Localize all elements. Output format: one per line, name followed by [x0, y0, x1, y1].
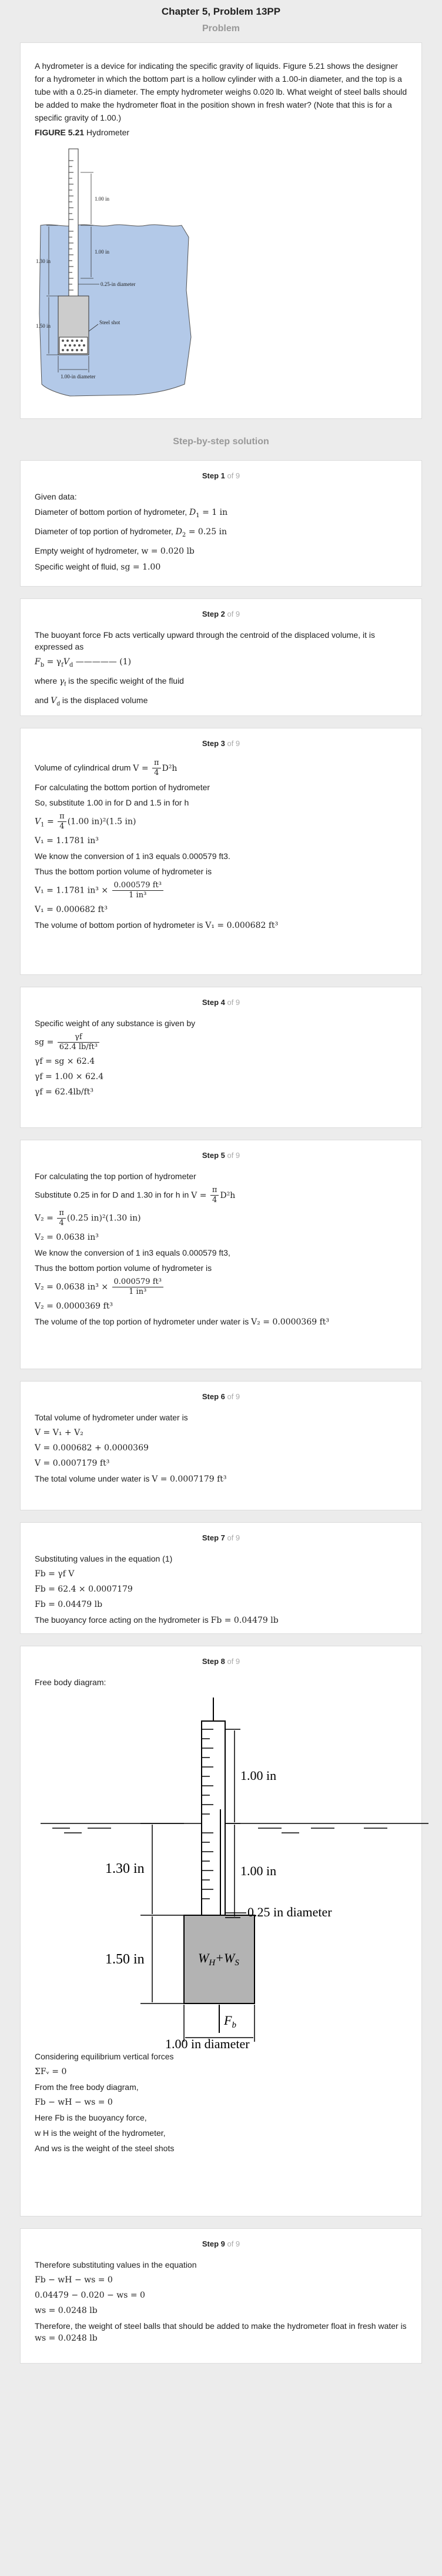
- math: sg =: [35, 1037, 56, 1047]
- step8-text: From the free body diagram,: [35, 2082, 139, 2092]
- math: V₂ = 0.0000369 ft³: [251, 1317, 330, 1327]
- sum-forces-eq: ΣFᵥ = 0: [35, 2067, 67, 2076]
- step-total: of 9: [225, 1533, 240, 1542]
- step-number: Step 8: [202, 1657, 225, 1666]
- math: W: [198, 1951, 209, 1965]
- frac-num: π: [57, 1209, 66, 1219]
- fbd-label-lower-left: 1.50 in: [105, 1952, 145, 1967]
- step-total: of 9: [225, 471, 240, 480]
- step3-text: Thus the bottom portion volume of hydrometer is: [35, 867, 212, 876]
- given-sg: [35, 561, 407, 573]
- math: D²h: [162, 763, 178, 773]
- text: Diameter of bottom portion of hydrometer,: [35, 507, 187, 517]
- fbd-label-bottom-dia: 1.00 in diameter: [165, 2036, 250, 2051]
- step-total: of 9: [225, 1657, 240, 1666]
- given-d1: [35, 506, 407, 522]
- math-sub: 1: [41, 821, 45, 828]
- step-total: of 9: [225, 2239, 240, 2248]
- math: sg = 1.00: [120, 562, 161, 572]
- frac-num: π: [152, 758, 161, 768]
- step-card-8: [20, 1646, 422, 2216]
- math-sub: d: [69, 661, 73, 668]
- fbd-label: Free body diagram:: [35, 1678, 106, 1687]
- step-heading: [35, 471, 407, 480]
- math: V: [63, 657, 69, 667]
- step8-text: And ws is the weight of the steel shots: [35, 2144, 175, 2153]
- final-result: ws = 0.0248 lb: [35, 2306, 98, 2315]
- math: F: [35, 657, 41, 667]
- v1-result-in: V₁ = 1.1781 in³: [35, 836, 99, 846]
- math: V =: [191, 1190, 209, 1200]
- math: D: [189, 508, 196, 517]
- step-total: of 9: [225, 1151, 240, 1160]
- fig-label-tube-dia: 0.25-in diameter: [101, 281, 136, 287]
- math: D: [175, 527, 182, 537]
- hydrometer-tube: [69, 149, 78, 319]
- text: Diameter of top portion of hydrometer,: [35, 526, 173, 536]
- gamma-result: γf = 62.4lb/ft³: [35, 1087, 93, 1097]
- fig-label-upper-left: 1.30 in: [36, 258, 51, 264]
- step3-text: We know the conversion of 1 in3 equals 0.000579 ft3.: [35, 851, 230, 861]
- given-d2: [35, 525, 407, 541]
- where-gamma: [35, 675, 407, 691]
- frac-den: 4: [154, 768, 159, 777]
- math: V₁ = 1.1781 in³ ×: [35, 886, 111, 896]
- step-number: Step 2: [202, 610, 225, 618]
- step-card-2: [20, 598, 422, 716]
- equation-tag: ————— (1): [73, 657, 132, 667]
- frac-den: 62.4 lb/ft³: [59, 1043, 98, 1051]
- math: V₂ =: [35, 1213, 56, 1223]
- frac-num: 0.000579 ft³: [112, 1277, 163, 1287]
- fbd-label-top: 1.00 in: [240, 1768, 277, 1783]
- v1-result-ft: V₁ = 0.000682 ft³: [35, 905, 108, 914]
- text: Empty weight of hydrometer,: [35, 545, 139, 555]
- frac-den: 1 in³: [129, 891, 147, 900]
- step-card-6: [20, 1381, 422, 1510]
- frac-num: 0.000579 ft³: [112, 881, 163, 891]
- step-heading: [35, 998, 407, 1007]
- step8-text: Considering equilibrium vertical forces: [35, 2052, 174, 2061]
- math-sub: H: [209, 1958, 216, 1968]
- text: Volume of cylindrical drum: [35, 763, 131, 773]
- hydrometer-figure: [35, 137, 211, 405]
- math: V₂ = 0.0638 in³ ×: [35, 1282, 111, 1292]
- given-data-label: Given data:: [35, 492, 77, 501]
- fbd-label-mid: 1.00 in: [240, 1863, 277, 1878]
- gamma-eq: γf = sg × 62.4: [35, 1057, 95, 1066]
- step-total: of 9: [225, 1392, 240, 1401]
- step-total: of 9: [225, 998, 240, 1007]
- step8-text: w H is the weight of the hydrometer,: [35, 2128, 166, 2138]
- problem-text: A hydrometer is a device for indicating the specific gravity of liquids. Figure 5.21 shows the designer for a hydrometer in which the bottom part is a hollow cylinder with a 1.00-in diameter, and the top is a tube with a 0.25-in diameter. The empty hydrometer weighs 0.020 lb. What weight of steel balls should be added to make the hydrometer float in the position shown in fresh water? (Note that this is for a specific gravity of 1.00.): [35, 61, 407, 122]
- math: Fb = 0.04479 lb: [210, 1616, 279, 1625]
- step-heading: [35, 1151, 407, 1160]
- fbd-label-tube-dia: 0.25 in diameter: [247, 1905, 332, 1919]
- math: (1.00 in)²(1.5 in): [67, 817, 136, 827]
- math: V = 0.0007179 ft³: [152, 1475, 227, 1484]
- fb-eq: Fb = γf V: [35, 1569, 75, 1579]
- fbd-buoy-label: [223, 2013, 236, 2030]
- math: V: [51, 695, 57, 705]
- sg-formula: [35, 1033, 407, 1052]
- fb-eq: Fb = 62.4 × 0.0007179: [35, 1585, 133, 1594]
- step-heading: [35, 739, 407, 748]
- total-volume-eq: V = 0.000682 + 0.0000369: [35, 1443, 149, 1453]
- text: The volume of bottom portion of hydrometer is: [35, 920, 203, 930]
- text: Specific weight of fluid,: [35, 561, 119, 571]
- figure-caption: [35, 128, 407, 137]
- math: V₁ = 0.000682 ft³: [205, 921, 279, 930]
- step-heading: [35, 1533, 407, 1542]
- frac-num: π: [210, 1186, 219, 1196]
- math-sub: f: [61, 661, 63, 668]
- fbd-label-upper-left: 1.30 in: [105, 1861, 145, 1876]
- step-card-3: [20, 728, 422, 975]
- text: is the displaced volume: [59, 695, 148, 705]
- frac-den: 4: [212, 1196, 217, 1204]
- step-card-4: [20, 987, 422, 1128]
- step-card-1: [20, 460, 422, 587]
- fig-label-mid: 1.00 in: [95, 249, 110, 255]
- v2-equation: [35, 1209, 407, 1228]
- step-card-9: [20, 2228, 422, 2364]
- math: F: [224, 2013, 232, 2028]
- step5-substitute: [35, 1186, 407, 1205]
- math: w = 0.020 lb: [141, 546, 195, 556]
- step4-text: Specific weight of any substance is given by: [35, 1019, 196, 1028]
- solution-label: Step-by-step solution: [173, 437, 269, 447]
- step9-conclusion: [35, 2320, 407, 2344]
- volume-formula: [35, 758, 407, 778]
- buoyancy-equation: [35, 656, 407, 671]
- step-heading: [35, 1657, 407, 1666]
- step-number: Step 1: [202, 471, 225, 480]
- v1-equation: [35, 812, 407, 831]
- fig-label-lower-left: 1.50 in: [36, 323, 51, 329]
- step-heading: [35, 2239, 407, 2248]
- text: The buoyancy force acting on the hydrometer is: [35, 1615, 209, 1625]
- step3-text: So, substitute 1.00 in for D and 1.5 in for h: [35, 798, 189, 807]
- v1-conversion: [35, 881, 407, 900]
- math: ws = 0.0248 lb: [35, 2334, 98, 2343]
- math-sub: 1: [196, 512, 200, 519]
- step-number: Step 3: [202, 739, 225, 748]
- step-card-5: [20, 1140, 422, 1369]
- math-sub: 2: [182, 531, 186, 538]
- step5-text: Thus the bottom portion volume of hydrometer is: [35, 1263, 212, 1273]
- step-heading: [35, 1392, 407, 1401]
- math-sub: f: [64, 681, 66, 688]
- math-value: = 1 in: [199, 508, 228, 517]
- step5-conclusion: [35, 1316, 407, 1328]
- math-sub: S: [235, 1958, 239, 1968]
- text: Therefore, the weight of steel balls that should be added to make the hydrometer float in fresh water is: [35, 2321, 407, 2331]
- math: D²h: [220, 1190, 236, 1200]
- step6-conclusion: [35, 1473, 407, 1485]
- math: V =: [133, 763, 152, 773]
- equilibrium-eq: Fb − wH − ws = 0: [35, 2098, 113, 2107]
- frac-den: 4: [59, 822, 65, 831]
- fig-label-bottom-dia: 1.00-in diameter: [61, 374, 96, 380]
- problem-card: [20, 42, 422, 419]
- v2-result-in: V₂ = 0.0638 in³: [35, 1233, 99, 1242]
- math: γ: [59, 676, 65, 686]
- step2-text: The buoyant force Fb acts vertically upward through the centroid of the displaced volume, it is expressed as: [35, 630, 375, 651]
- step-number: Step 9: [202, 2239, 225, 2248]
- text: and: [35, 695, 49, 705]
- gamma-eq: γf = 1.00 × 62.4: [35, 1072, 104, 1081]
- step7-text: Substituting values in the equation (1): [35, 1554, 173, 1563]
- fbd-weight-label: [198, 1951, 239, 1968]
- v2-conversion: [35, 1277, 407, 1297]
- math: = γ: [44, 657, 62, 667]
- step9-text: Therefore substituting values in the equation: [35, 2260, 197, 2269]
- frac-den: 4: [59, 1219, 64, 1227]
- total-volume-eq: V = V₁ + V₂: [35, 1428, 83, 1437]
- page-title: Chapter 5, Problem 13PP: [161, 6, 281, 17]
- figure-caption-number: FIGURE 5.21: [35, 128, 85, 137]
- step-heading: [35, 610, 407, 618]
- math-sub: d: [56, 700, 60, 707]
- math-value: = 0.25 in: [186, 527, 227, 537]
- frac-num: π: [58, 812, 66, 822]
- step-number: Step 4: [202, 998, 225, 1007]
- step3-text: For calculating the bottom portion of hydrometer: [35, 783, 210, 792]
- free-body-diagram: [35, 1692, 434, 2051]
- final-eq: Fb − wH − ws = 0: [35, 2275, 113, 2285]
- math-sub: b: [40, 661, 45, 668]
- step-card-7: [20, 1522, 422, 1634]
- text: The total volume under water is: [35, 1474, 150, 1483]
- step6-text: Total volume of hydrometer under water is: [35, 1413, 188, 1422]
- step-total: of 9: [225, 739, 240, 748]
- step7-conclusion: [35, 1614, 407, 1626]
- fig-label-top: 1.00 in: [95, 196, 110, 202]
- where-vd: [35, 694, 407, 710]
- step3-conclusion: [35, 919, 407, 931]
- figure-caption-text: Hydrometer: [84, 128, 130, 137]
- final-eq: 0.04479 − 0.020 − ws = 0: [35, 2291, 145, 2300]
- step8-text: Here Fb is the buoyancy force,: [35, 2113, 147, 2122]
- problem-label: Problem: [202, 24, 240, 34]
- step-number: Step 7: [202, 1533, 225, 1542]
- text: is the specific weight of the fluid: [66, 675, 184, 685]
- step-number: Step 6: [202, 1392, 225, 1401]
- step-total: of 9: [225, 610, 240, 618]
- given-weight: [35, 545, 407, 557]
- math-sub: b: [232, 2021, 236, 2030]
- frac-den: 1 in³: [129, 1287, 147, 1296]
- text: Substitute 0.25 in for D and 1.30 in for h in: [35, 1190, 189, 1200]
- text: where: [35, 675, 58, 685]
- frac-num: γf: [58, 1033, 99, 1043]
- math: V: [35, 817, 41, 827]
- v2-result-ft: V₂ = 0.0000369 ft³: [35, 1302, 113, 1311]
- math: (0.25 in)²(1.30 in): [66, 1213, 141, 1223]
- math: =: [44, 817, 57, 827]
- step5-text: For calculating the top portion of hydrometer: [35, 1171, 196, 1181]
- step-number: Step 5: [202, 1151, 225, 1160]
- step5-text: We know the conversion of 1 in3 equals 0.000579 ft3,: [35, 1248, 230, 1257]
- fbd-tube: [202, 1721, 225, 1915]
- text: The volume of the top portion of hydrometer under water is: [35, 1317, 249, 1326]
- math: +W: [215, 1951, 235, 1965]
- fig-label-steel: Steel shot: [99, 319, 120, 325]
- total-volume-result: V = 0.0007179 ft³: [35, 1459, 110, 1468]
- fb-result: Fb = 0.04479 lb: [35, 1600, 103, 1609]
